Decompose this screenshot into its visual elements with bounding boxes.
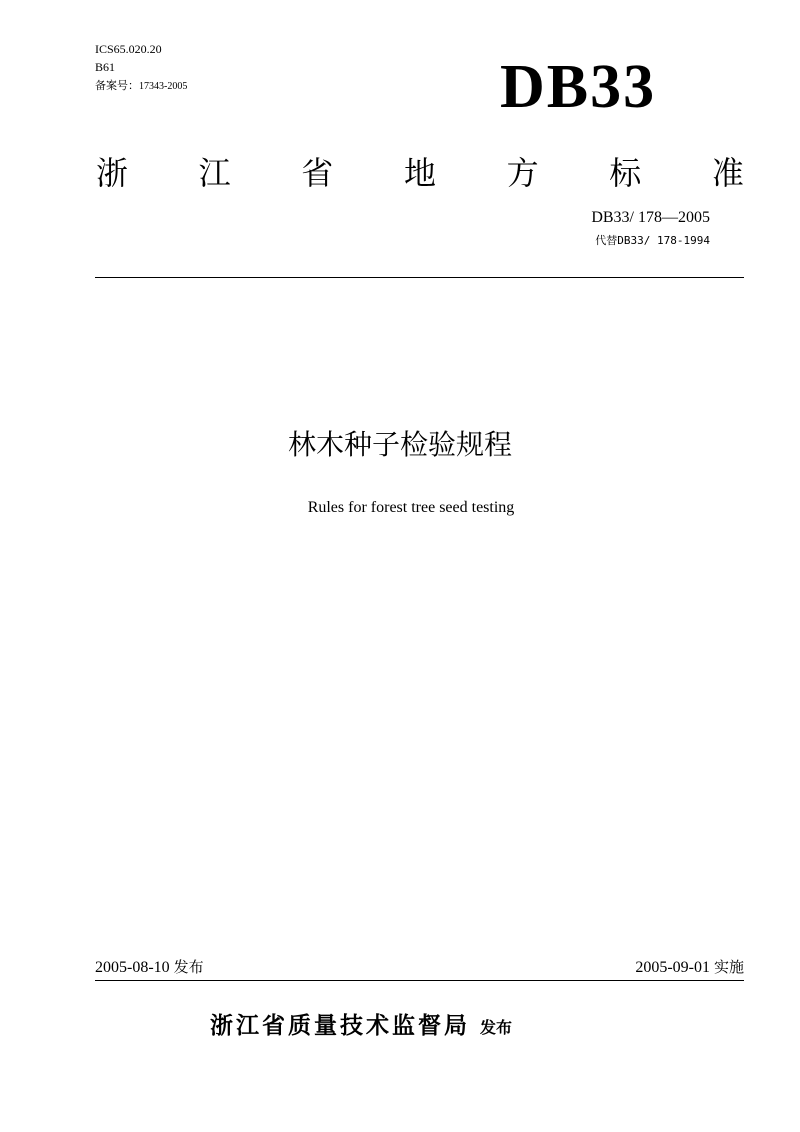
top-divider (95, 277, 744, 278)
implement-date: 2005-09-01 (635, 959, 710, 976)
issuer-line (210, 1008, 512, 1046)
publish-date: 2005-08-10 (95, 959, 170, 976)
issuer-action: 发布 (480, 1018, 513, 1037)
standard-type-char: 江 (198, 154, 231, 192)
standard-number: DB33/ 178—2005 (591, 209, 710, 226)
ics-code: ICS65.020.20 (95, 42, 162, 56)
standard-logo: DB33 (500, 53, 657, 121)
standard-type-char: 标 (609, 154, 642, 192)
standard-type-char: 地 (403, 154, 436, 192)
bottom-divider (95, 980, 744, 981)
record-number-line (95, 76, 395, 94)
document-title-en: Rules for forest tree seed testing (307, 499, 515, 516)
classification-block (95, 40, 395, 94)
issuer-name: 浙江省质量技术监督局 (210, 1013, 470, 1039)
standard-type-char: 浙 (95, 154, 128, 192)
standard-type-heading (94, 148, 746, 194)
record-number-label: 备案号： (95, 79, 139, 92)
document-title-cn: 林木种子检验规程 (287, 428, 512, 461)
publish-date-line (95, 956, 204, 979)
ccs-code: B61 (95, 60, 116, 74)
standard-type-char: 方 (506, 154, 539, 192)
implement-date-line (635, 956, 744, 979)
record-number: 17343-2005 (139, 81, 188, 92)
implement-label: 实施 (713, 958, 744, 976)
publish-label: 发布 (173, 958, 204, 976)
standard-type-char: 省 (301, 154, 334, 192)
replaces-standard: 代替DB33/ 178-1994 (595, 234, 710, 247)
standard-type-char: 准 (711, 154, 744, 192)
